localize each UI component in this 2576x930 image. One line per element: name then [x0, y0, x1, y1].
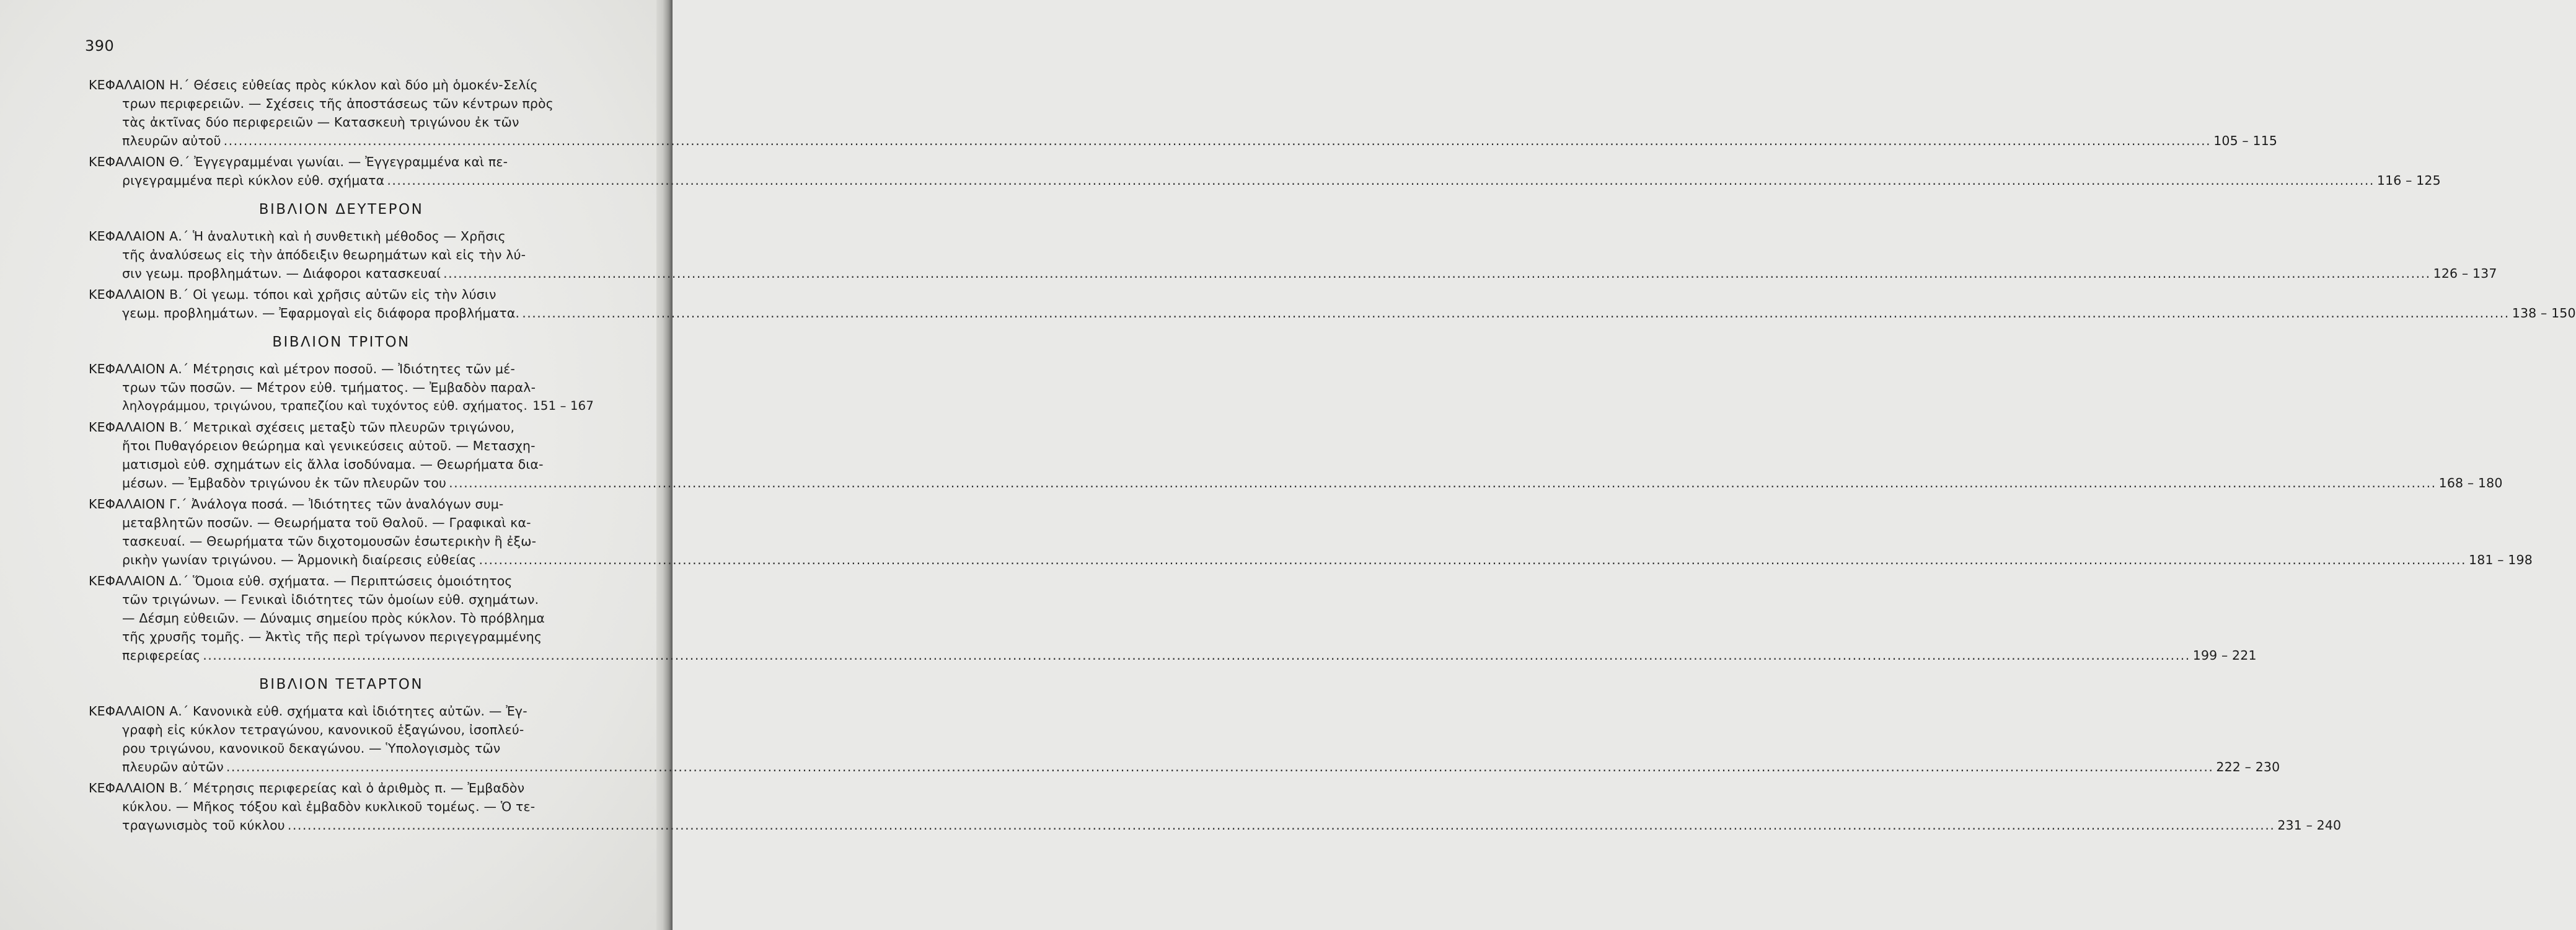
toc-entry: [89, 779, 2342, 835]
toc-entry: [89, 572, 2257, 665]
toc-entry-text: ρικὴν γωνίαν τριγώνου. — Ἁρμονικὴ διαίρεσις εὐθείας: [122, 552, 477, 567]
toc-entry: [89, 153, 2441, 190]
toc-entry: [89, 227, 2497, 283]
pages-column-header: Σελίς: [503, 78, 538, 92]
toc-entry-line: ΚΕΦΑΛΑΙΟΝ Β.΄ Μέτρησις περιφερείας καὶ ὁ ἀριθμὸς π. — Ἐμβαδὸν: [89, 781, 525, 795]
toc-entry-last-line: [89, 474, 2503, 492]
toc-entry-last-line: [89, 171, 2441, 190]
toc-entry: [89, 76, 2278, 150]
toc-entry-last-line: [89, 816, 2342, 835]
toc-entry-text: περιφερείας: [122, 648, 201, 663]
toc-entry-line: ματισμοὶ εὐθ. σχημάτων εἰς ἄλλα ἰσοδύναμα. — Θεωρήματα δια-: [122, 457, 544, 472]
dot-leader: ................................................................................................................................................................................................................................................................................................................................................................................................................: [449, 476, 2437, 490]
dot-leader: ................................................................................................................................................................................................................................................................................................................................................................................................................: [479, 552, 2466, 567]
toc-entry-text: ληλογράμμου, τριγώνου, τραπεζίου καὶ τυχόντος εὐθ. σχήματος.: [122, 399, 527, 413]
toc-entry-line: τῆς χρυσῆς τομῆς. — Ἀκτὶς τῆς περὶ τρίγωνον περιγεγραμμένης: [122, 629, 542, 644]
toc-entry-line: κύκλου. — Μῆκος τόξου καὶ ἐμβαδὸν κυκλικοῦ τομέως. — Ὁ τε-: [122, 799, 536, 814]
toc-entry-last-line: [89, 131, 2278, 150]
toc-entry-line: τῆς ἀναλύσεως εἰς τὴν ἀπόδειξιν θεωρημάτων καὶ εἰς τὴν λύ-: [122, 247, 526, 262]
toc-entry-last-line: [89, 551, 2533, 569]
toc-entry-text: πλευρῶν αὐτοῦ: [122, 133, 221, 148]
toc-entry-line: τὰς ἀκτῖνας δύο περιφερειῶν — Κατασκευὴ τριγώνου ἐκ τῶν: [122, 115, 519, 130]
toc-entry-line: ΚΕΦΑΛΑΙΟΝ Θ.΄ Ἐγγεγραμμέναι γωνίαι. — Ἐγγεγραμμένα καὶ πε-: [89, 154, 508, 169]
toc-entry-line: τασκευαί. — Θεωρήματα τῶν διχοτομουσῶν ἐσωτερικὴν ἢ ἐξω-: [122, 534, 537, 549]
page-range: 126 – 137: [2433, 266, 2497, 281]
toc-entry-line: μεταβλητῶν ποσῶν. — Θεωρήματα τοῦ Θαλοῦ. — Γραφικαὶ κα-: [122, 515, 531, 530]
toc-entry-line: γραφὴ εἰς κύκλον τετραγώνου, κανονικοῦ ἑξαγώνου, ἰσοπλεύ-: [122, 722, 524, 737]
toc-entry-text: ριγεγραμμένα περὶ κύκλον εὐθ. σχήματα: [122, 173, 385, 188]
toc-entry-line: τρων περιφερειῶν. — Σχέσεις τῆς ἀποστάσεως τῶν κέντρων πρὸς: [122, 96, 554, 111]
book-title: ΒΙΒΛΙΟΝ ΤΡΙΤΟΝ: [272, 334, 410, 350]
page-range: 151 – 167: [532, 399, 594, 413]
dot-leader: ................................................................................................................................................................................................................................................................................................................................................................................................................: [223, 133, 2212, 148]
page-range: 116 – 125: [2376, 173, 2441, 188]
toc-entry-line: τῶν τριγώνων. — Γενικαὶ ἰδιότητες τῶν ὁμοίων εὐθ. σχημάτων.: [122, 592, 539, 607]
page-range: 231 – 240: [2277, 818, 2342, 833]
dot-leader: ................................................................................................................................................................................................................................................................................................................................................................................................................: [443, 266, 2431, 281]
toc-entry-line: ΚΕΦΑΛΑΙΟΝ Δ.΄ Ὅμοια εὐθ. σχήματα. — Περιπτώσεις ὁμοιότητος: [89, 574, 513, 588]
toc-entry-text: γεωμ. προβλημάτων. — Ἐφαρμογαὶ εἰς διάφορα προβλήματα.: [122, 306, 520, 321]
page-range: 105 – 115: [2213, 133, 2278, 148]
toc-entry-last-line: [89, 758, 2280, 776]
toc-entry-line: ἤτοι Πυθαγόρειον θεώρημα καὶ γενικεύσεις αὐτοῦ. — Μετασχη-: [122, 438, 536, 453]
page-range: 222 – 230: [2216, 760, 2280, 774]
toc-entry-last-line: [89, 646, 2257, 665]
toc-entry: [89, 418, 2503, 492]
toc-entry-line: ΚΕΦΑΛΑΙΟΝ Γ.΄ Ἀνάλογα ποσά. — Ἰδιότητες τῶν ἀναλόγων συμ-: [89, 497, 504, 512]
toc-entry-line: [89, 76, 594, 94]
toc-entry-text: τραγωνισμὸς τοῦ κύκλου: [122, 818, 285, 833]
toc-entry-text: σιν γεωμ. προβλημάτων. — Διάφοροι κατασκευαί: [122, 266, 441, 281]
toc-entry-text: πλευρῶν αὐτῶν: [122, 760, 224, 774]
toc-entry-line: ΚΕΦΑΛΑΙΟΝ Β.΄ Οἱ γεωμ. τόποι καὶ χρῆσις αὐτῶν εἰς τὴν λύσιν: [89, 287, 496, 302]
dot-leader: ................................................................................................................................................................................................................................................................................................................................................................................................................: [287, 818, 2275, 833]
toc-entry-text: ΚΕΦΑΛΑΙΟΝ Η.΄ Θέσεις εὐθείας πρὸς κύκλον καὶ δύο μὴ ὁμοκέν-: [89, 78, 503, 92]
toc-entry-line: ΚΕΦΑΛΑΙΟΝ Α.΄ Κανονικὰ εὐθ. σχήματα καὶ ἰδιότητες αὐτῶν. — Ἐγ-: [89, 704, 527, 719]
page-range: 181 – 198: [2469, 552, 2533, 567]
toc-entry: [89, 495, 2533, 569]
dot-leader: ................................................................................................................................................................................................................................................................................................................................................................................................................: [522, 306, 2510, 321]
book-title: ΒΙΒΛΙΟΝ ΤΕΤΑΡΤΟΝ: [258, 676, 424, 693]
toc-entry: [89, 360, 594, 415]
toc-entry-line: ΚΕΦΑΛΑΙΟΝ Α.΄ Μέτρησις καὶ μέτρον ποσοῦ. — Ἰδιότητες τῶν μέ-: [89, 361, 516, 376]
table-of-contents: [89, 76, 2576, 835]
book-title: ΒΙΒΛΙΟΝ ΔΕΥΤΕΡΟΝ: [258, 202, 424, 218]
toc-entry-line: ΚΕΦΑΛΑΙΟΝ Β.΄ Μετρικαὶ σχέσεις μεταξὺ τῶν πλευρῶν τριγώνου,: [89, 420, 515, 435]
toc-entry-last-line: [89, 397, 594, 415]
toc-entry: [89, 702, 2280, 776]
toc-entry: [89, 285, 2576, 322]
toc-entry-last-line: [89, 264, 2497, 283]
toc-entry-line: ΚΕΦΑΛΑΙΟΝ Α.΄ Ἡ ἀναλυτικὴ καὶ ἡ συνθετικὴ μέθοδος — Χρῆσις: [89, 229, 506, 244]
toc-entry-text: μέσων. — Ἐμβαδὸν τριγώνου ἐκ τῶν πλευρῶν του: [122, 476, 447, 490]
page-number: 390: [85, 37, 115, 55]
page-range: 199 – 221: [2192, 648, 2257, 663]
page-range: 138 – 150: [2512, 306, 2576, 321]
page-range: 168 – 180: [2438, 476, 2503, 490]
dot-leader: ................................................................................................................................................................................................................................................................................................................................................................................................................: [203, 648, 2190, 663]
toc-entry-line: — Δέσμη εὐθειῶν. — Δύναμις σημείου πρὸς κύκλον. Τὸ πρόβλημα: [122, 611, 545, 626]
dot-leader: ................................................................................................................................................................................................................................................................................................................................................................................................................: [387, 173, 2375, 188]
dot-leader: ................................................................................................................................................................................................................................................................................................................................................................................................................: [226, 760, 2214, 774]
toc-entry-last-line: [89, 304, 2576, 322]
toc-entry-line: τρων τῶν ποσῶν. — Μέτρον εὐθ. τμήματος. — Ἐμβαδὸν παραλ-: [122, 380, 536, 395]
toc-entry-line: ρου τριγώνου, κανονικοῦ δεκαγώνου. — Ὑπολογισμὸς τῶν: [122, 741, 501, 756]
